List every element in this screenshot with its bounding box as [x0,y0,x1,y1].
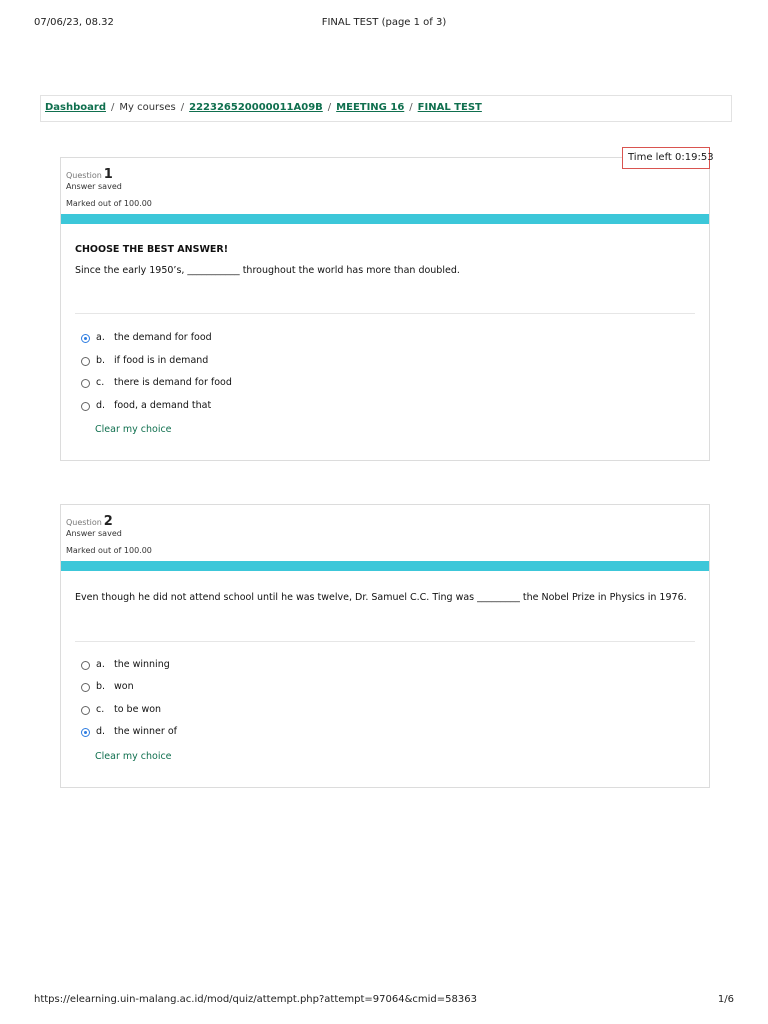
clear-my-choice-link[interactable]: Clear my choice [95,424,172,435]
radio-button-checked[interactable] [81,728,90,737]
breadcrumb-separator: / [327,102,332,113]
breadcrumb-meeting-link[interactable]: MEETING 16 [336,102,405,113]
option-letter: d. [96,726,106,737]
question-number-value: 1 [103,167,113,182]
question-instruction: CHOOSE THE BEST ANSWER! [75,244,229,255]
option-text: the winner of [114,726,177,737]
breadcrumb-my-courses: My courses [119,102,176,113]
option-letter: c. [96,704,105,715]
question-label: Question [66,518,102,527]
radio-button[interactable] [81,357,90,366]
question-text: Since the early 1950’s, ___________ throughout the world has more than doubled. [75,265,460,276]
radio-button[interactable] [81,379,90,388]
question-divider [75,641,695,642]
option-letter: b. [96,355,106,366]
question-color-bar [61,214,709,224]
question-state: Answer saved [66,529,122,538]
print-title: FINAL TEST (page 1 of 3) [321,17,447,28]
print-url: https://elearning.uin-malang.ac.id/mod/quiz/attempt.php?attempt=97064&cmid=58363 [34,994,477,1005]
question-color-bar [61,561,709,571]
radio-button[interactable] [81,661,90,670]
breadcrumb-course-link[interactable]: 222326520000011A09B [189,102,323,113]
question-grade: Marked out of 100.00 [66,199,152,208]
question-number [66,510,113,529]
question-number [66,163,113,182]
option-letter: c. [96,377,105,388]
option-text: if food is in demand [114,355,209,366]
question-grade: Marked out of 100.00 [66,546,152,555]
option-text: won [114,681,134,692]
breadcrumb [40,95,732,122]
option-text: food, a demand that [114,400,212,411]
clear-my-choice-link[interactable]: Clear my choice [95,751,172,762]
print-footer [34,994,734,1008]
option-letter: a. [96,659,105,670]
time-left-box [622,147,714,169]
question-card-2 [60,504,710,788]
option-letter: d. [96,400,106,411]
time-left-label: Time left [628,152,672,163]
option-text: to be won [114,704,162,715]
question-divider [75,313,695,314]
radio-button[interactable] [81,683,90,692]
option-text: the winning [114,659,170,670]
question-state: Answer saved [66,182,122,191]
print-header [34,17,734,31]
question-text: Even though he did not attend school until he was twelve, Dr. Samuel C.C. Ting was _________ the Nobel Prize in Physics in 1976. [75,592,687,603]
breadcrumb-separator: / [111,102,115,113]
breadcrumb-quiz-link[interactable]: FINAL TEST [417,102,482,113]
breadcrumb-dashboard-link[interactable]: Dashboard [45,102,106,113]
radio-button[interactable] [81,706,90,715]
question-card-1 [60,157,710,461]
option-text: the demand for food [114,332,212,343]
breadcrumb-separator: / [409,102,413,113]
option-letter: a. [96,332,105,343]
print-page-number: 1/6 [717,994,734,1005]
time-left-value: 0:19:53 [675,152,714,163]
radio-button[interactable] [81,402,90,411]
print-date: 07/06/23, 08.32 [34,17,114,28]
question-label: Question [66,171,102,180]
option-text: there is demand for food [114,377,232,388]
radio-button-checked[interactable] [81,334,90,343]
question-number-value: 2 [103,514,113,529]
breadcrumb-separator: / [180,102,185,113]
option-letter: b. [96,681,106,692]
